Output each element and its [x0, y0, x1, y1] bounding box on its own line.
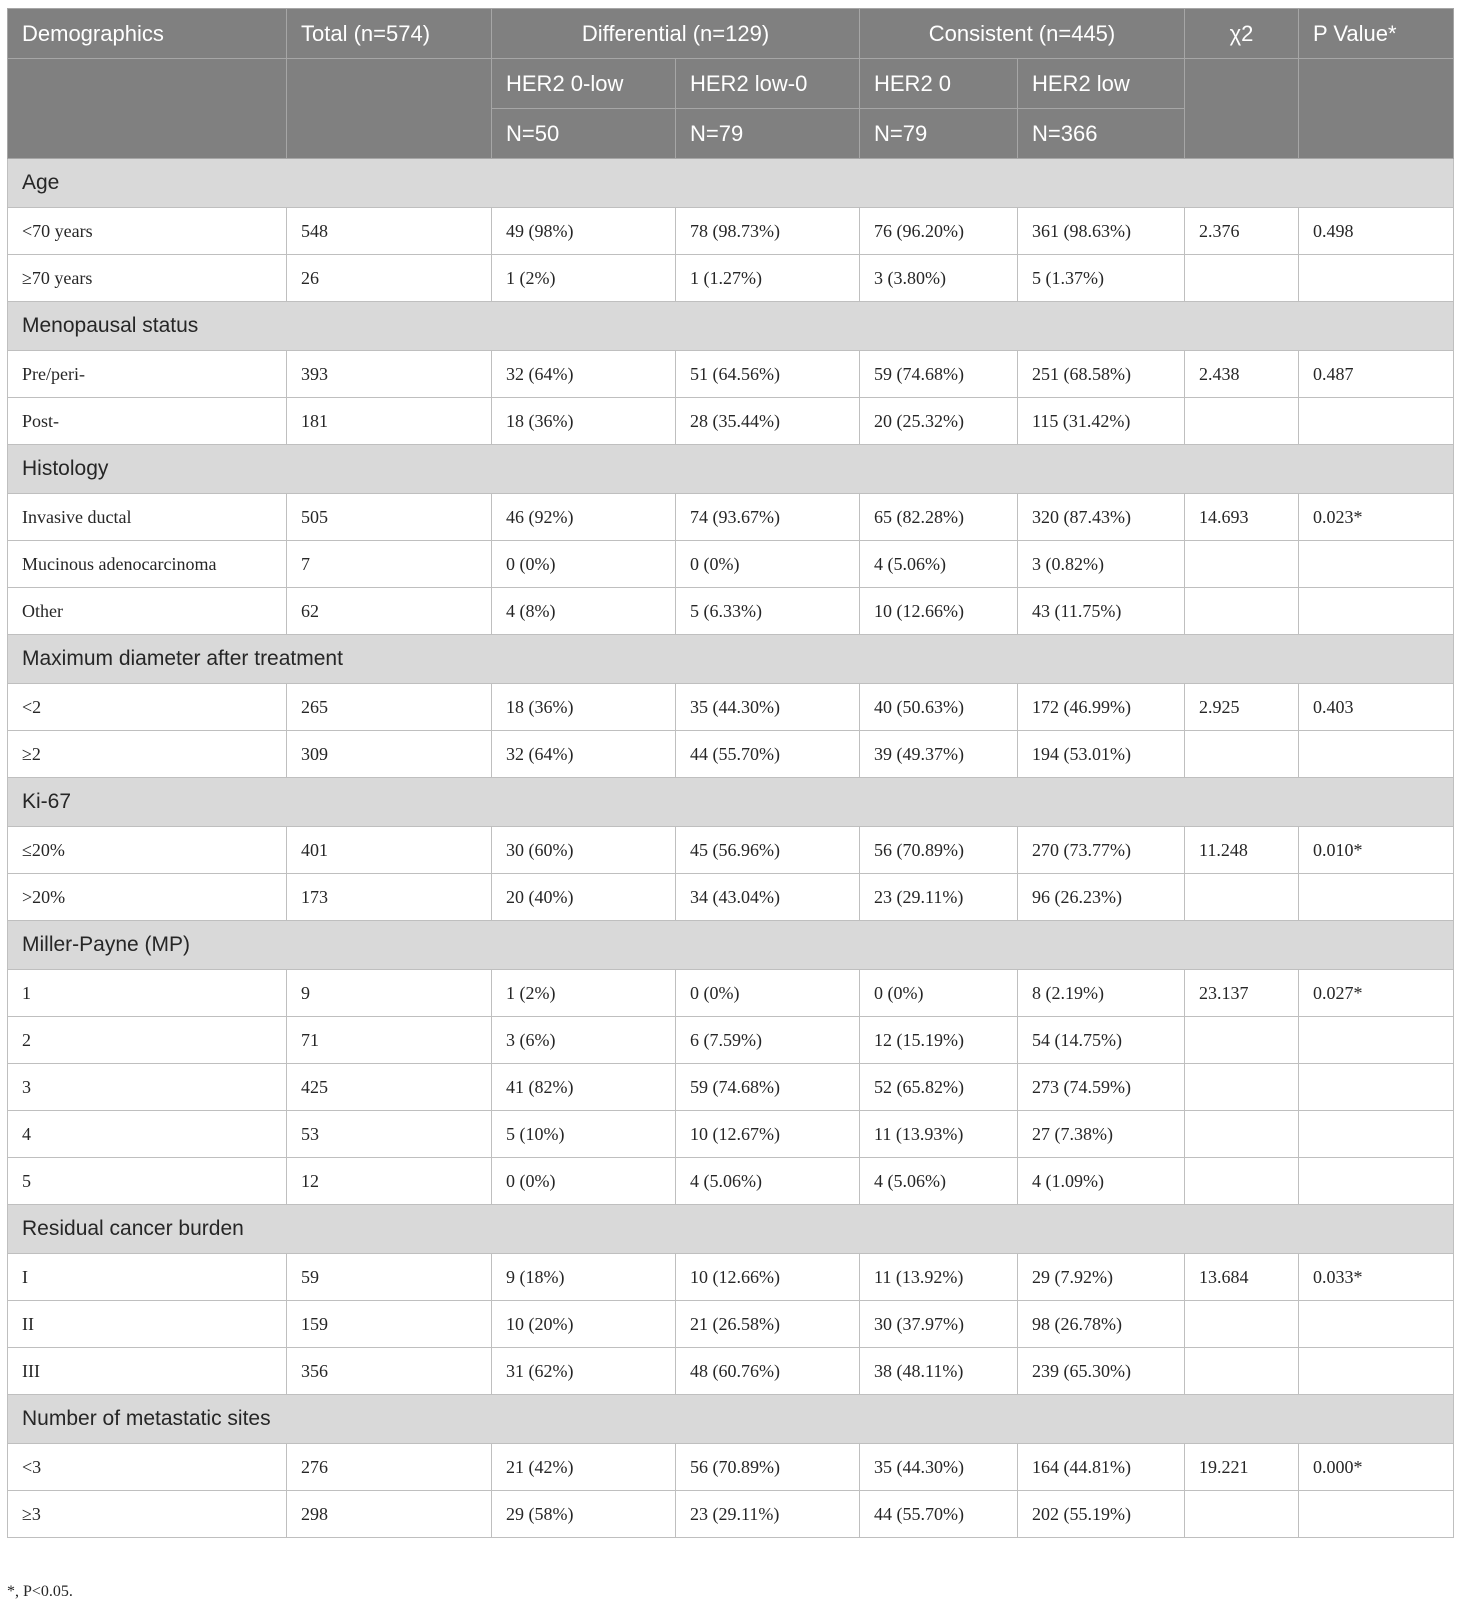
table-cell: 54 (14.75%): [1018, 1017, 1185, 1064]
table-cell: 11 (13.92%): [860, 1254, 1018, 1301]
table-cell: [1185, 1301, 1299, 1348]
table-cell: 173: [287, 874, 492, 921]
table-cell: 2.376: [1185, 208, 1299, 255]
table-cell: 39 (49.37%): [860, 731, 1018, 778]
table-cell: [1185, 541, 1299, 588]
table-cell: 62: [287, 588, 492, 635]
header-sub-n: N=50: [492, 109, 676, 159]
table-cell: 5 (6.33%): [676, 588, 860, 635]
table-body: [8, 159, 1454, 1538]
table-cell: 7: [287, 541, 492, 588]
header-blank: [1299, 59, 1454, 159]
table-cell: [1185, 1064, 1299, 1111]
table-cell: [1185, 255, 1299, 302]
table-row: [8, 398, 1454, 445]
section-row: [8, 159, 1454, 208]
table-row: [8, 494, 1454, 541]
section-title: Residual cancer burden: [8, 1205, 1454, 1254]
table-cell: 4 (8%): [492, 588, 676, 635]
section-row: [8, 302, 1454, 351]
table-cell: [1299, 588, 1454, 635]
table-cell: 20 (40%): [492, 874, 676, 921]
table-cell: 401: [287, 827, 492, 874]
table-cell: [1185, 1111, 1299, 1158]
header-pvalue: P Value*: [1299, 9, 1454, 59]
table-cell: 548: [287, 208, 492, 255]
table-cell: 0.487: [1299, 351, 1454, 398]
table-row: [8, 827, 1454, 874]
table-cell: [1299, 1491, 1454, 1538]
header-sub-n: N=79: [860, 109, 1018, 159]
table-cell: 0.000*: [1299, 1444, 1454, 1491]
table-cell: 159: [287, 1301, 492, 1348]
table-cell: [1299, 1111, 1454, 1158]
table-cell: 0.033*: [1299, 1254, 1454, 1301]
table-cell: 4 (5.06%): [860, 1158, 1018, 1205]
table-row: [8, 1348, 1454, 1395]
table-cell: 194 (53.01%): [1018, 731, 1185, 778]
table-cell: 74 (93.67%): [676, 494, 860, 541]
table-row: [8, 1064, 1454, 1111]
table-row: [8, 351, 1454, 398]
table-cell: 10 (12.66%): [676, 1254, 860, 1301]
header-sub-label: HER2 low-0: [676, 59, 860, 109]
table-cell: 164 (44.81%): [1018, 1444, 1185, 1491]
table-cell: 115 (31.42%): [1018, 398, 1185, 445]
table-cell: 251 (68.58%): [1018, 351, 1185, 398]
table-row: [8, 970, 1454, 1017]
table-row: [8, 588, 1454, 635]
table-cell: 21 (26.58%): [676, 1301, 860, 1348]
table-row: [8, 1301, 1454, 1348]
row-label: Other: [8, 588, 287, 635]
table-cell: 361 (98.63%): [1018, 208, 1185, 255]
table-cell: [1299, 1301, 1454, 1348]
table-cell: 41 (82%): [492, 1064, 676, 1111]
table-cell: 59 (74.68%): [860, 351, 1018, 398]
table-cell: 26: [287, 255, 492, 302]
table-cell: [1299, 1064, 1454, 1111]
table-cell: 29 (58%): [492, 1491, 676, 1538]
table-cell: 181: [287, 398, 492, 445]
header-demographics: Demographics: [8, 9, 287, 59]
table-cell: 5 (1.37%): [1018, 255, 1185, 302]
demographics-table: [7, 8, 1454, 1538]
table-cell: 6 (7.59%): [676, 1017, 860, 1064]
table-cell: 34 (43.04%): [676, 874, 860, 921]
table-cell: 8 (2.19%): [1018, 970, 1185, 1017]
table-cell: 0.027*: [1299, 970, 1454, 1017]
table-cell: 12 (15.19%): [860, 1017, 1018, 1064]
table-cell: 35 (44.30%): [676, 684, 860, 731]
table-cell: 0.498: [1299, 208, 1454, 255]
table-cell: 46 (92%): [492, 494, 676, 541]
header-chi2: χ2: [1185, 9, 1299, 59]
table-cell: [1299, 398, 1454, 445]
table-cell: 56 (70.89%): [676, 1444, 860, 1491]
table-cell: 202 (55.19%): [1018, 1491, 1185, 1538]
table-cell: 239 (65.30%): [1018, 1348, 1185, 1395]
row-label: <3: [8, 1444, 287, 1491]
section-title: Miller-Payne (MP): [8, 921, 1454, 970]
table-row: [8, 208, 1454, 255]
row-label: 1: [8, 970, 287, 1017]
table-cell: 56 (70.89%): [860, 827, 1018, 874]
section-row: [8, 1395, 1454, 1444]
table-cell: 23.137: [1185, 970, 1299, 1017]
section-row: [8, 1205, 1454, 1254]
section-row: [8, 921, 1454, 970]
header-consistent: Consistent (n=445): [860, 9, 1185, 59]
table-cell: 65 (82.28%): [860, 494, 1018, 541]
table-cell: [1185, 1348, 1299, 1395]
row-label: Pre/peri-: [8, 351, 287, 398]
table-cell: 23 (29.11%): [676, 1491, 860, 1538]
row-label: <2: [8, 684, 287, 731]
table-cell: 76 (96.20%): [860, 208, 1018, 255]
table-cell: 10 (20%): [492, 1301, 676, 1348]
table-cell: 309: [287, 731, 492, 778]
table-cell: 0 (0%): [860, 970, 1018, 1017]
section-title: Menopausal status: [8, 302, 1454, 351]
table-cell: [1185, 588, 1299, 635]
table-header: [8, 9, 1454, 159]
table-cell: [1299, 1158, 1454, 1205]
table-cell: 172 (46.99%): [1018, 684, 1185, 731]
table-row: [8, 1444, 1454, 1491]
table-cell: 11 (13.93%): [860, 1111, 1018, 1158]
row-label: <70 years: [8, 208, 287, 255]
table-cell: 0.403: [1299, 684, 1454, 731]
table-cell: 32 (64%): [492, 731, 676, 778]
row-label: 2: [8, 1017, 287, 1064]
table-cell: 43 (11.75%): [1018, 588, 1185, 635]
table-cell: 505: [287, 494, 492, 541]
table-cell: 4 (5.06%): [860, 541, 1018, 588]
table-cell: 45 (56.96%): [676, 827, 860, 874]
table-cell: 38 (48.11%): [860, 1348, 1018, 1395]
header-blank: [8, 59, 287, 159]
table-cell: 3 (6%): [492, 1017, 676, 1064]
table-cell: 0.023*: [1299, 494, 1454, 541]
table-cell: 2.438: [1185, 351, 1299, 398]
header-sub-n: N=366: [1018, 109, 1185, 159]
table-cell: 11.248: [1185, 827, 1299, 874]
table-cell: 298: [287, 1491, 492, 1538]
table-cell: [1299, 874, 1454, 921]
table-cell: 0 (0%): [676, 970, 860, 1017]
table-cell: 0 (0%): [676, 541, 860, 588]
table-cell: 20 (25.32%): [860, 398, 1018, 445]
header-sub-label: HER2 low: [1018, 59, 1185, 109]
row-label: 4: [8, 1111, 287, 1158]
table-row: [8, 1158, 1454, 1205]
table-row: [8, 684, 1454, 731]
table-cell: [1185, 731, 1299, 778]
table-cell: 51 (64.56%): [676, 351, 860, 398]
table-cell: 320 (87.43%): [1018, 494, 1185, 541]
table-cell: 30 (60%): [492, 827, 676, 874]
header-differential: Differential (n=129): [492, 9, 860, 59]
table-row: [8, 731, 1454, 778]
table-cell: 1 (2%): [492, 255, 676, 302]
row-label: I: [8, 1254, 287, 1301]
table-cell: 0 (0%): [492, 1158, 676, 1205]
table-cell: 270 (73.77%): [1018, 827, 1185, 874]
table-cell: 273 (74.59%): [1018, 1064, 1185, 1111]
row-label: Invasive ductal: [8, 494, 287, 541]
table-cell: 21 (42%): [492, 1444, 676, 1491]
table-cell: 18 (36%): [492, 398, 676, 445]
table-cell: 98 (26.78%): [1018, 1301, 1185, 1348]
table-row: [8, 1017, 1454, 1064]
row-label: ≤20%: [8, 827, 287, 874]
table-cell: 356: [287, 1348, 492, 1395]
table-cell: 14.693: [1185, 494, 1299, 541]
table-cell: 32 (64%): [492, 351, 676, 398]
table-cell: 276: [287, 1444, 492, 1491]
row-label: 5: [8, 1158, 287, 1205]
row-label: >20%: [8, 874, 287, 921]
table-cell: 10 (12.66%): [860, 588, 1018, 635]
table-cell: 23 (29.11%): [860, 874, 1018, 921]
table-cell: 28 (35.44%): [676, 398, 860, 445]
footnote: *, P<0.05.: [7, 1583, 73, 1600]
table-cell: 2.925: [1185, 684, 1299, 731]
row-label: 3: [8, 1064, 287, 1111]
table-cell: 393: [287, 351, 492, 398]
section-title: Number of metastatic sites: [8, 1395, 1454, 1444]
table-row: [8, 255, 1454, 302]
table-cell: [1185, 398, 1299, 445]
table-cell: 12: [287, 1158, 492, 1205]
table-cell: 1 (1.27%): [676, 255, 860, 302]
table-cell: 9 (18%): [492, 1254, 676, 1301]
table-row: [8, 1111, 1454, 1158]
table-cell: 5 (10%): [492, 1111, 676, 1158]
section-row: [8, 778, 1454, 827]
table-cell: 4 (5.06%): [676, 1158, 860, 1205]
table-cell: 78 (98.73%): [676, 208, 860, 255]
table-row: [8, 1491, 1454, 1538]
table-cell: [1299, 731, 1454, 778]
table-cell: [1185, 1491, 1299, 1538]
table-cell: 49 (98%): [492, 208, 676, 255]
header-total: Total (n=574): [287, 9, 492, 59]
table-cell: [1299, 1017, 1454, 1064]
table-cell: 96 (26.23%): [1018, 874, 1185, 921]
header-sub-label: HER2 0-low: [492, 59, 676, 109]
table-cell: 3 (3.80%): [860, 255, 1018, 302]
section-title: Age: [8, 159, 1454, 208]
table-cell: 29 (7.92%): [1018, 1254, 1185, 1301]
section-row: [8, 635, 1454, 684]
table-cell: 53: [287, 1111, 492, 1158]
table-cell: 425: [287, 1064, 492, 1111]
header-sub-label: HER2 0: [860, 59, 1018, 109]
table-cell: 18 (36%): [492, 684, 676, 731]
table-cell: 13.684: [1185, 1254, 1299, 1301]
table-cell: [1299, 541, 1454, 588]
row-label: ≥70 years: [8, 255, 287, 302]
table-cell: 0.010*: [1299, 827, 1454, 874]
table-cell: 1 (2%): [492, 970, 676, 1017]
table-row: [8, 874, 1454, 921]
table-cell: 40 (50.63%): [860, 684, 1018, 731]
table-row: [8, 541, 1454, 588]
table-cell: 19.221: [1185, 1444, 1299, 1491]
table-cell: [1185, 874, 1299, 921]
table-cell: 10 (12.67%): [676, 1111, 860, 1158]
table-cell: 30 (37.97%): [860, 1301, 1018, 1348]
table-cell: 27 (7.38%): [1018, 1111, 1185, 1158]
table-cell: 0 (0%): [492, 541, 676, 588]
table-cell: 4 (1.09%): [1018, 1158, 1185, 1205]
header-blank: [1185, 59, 1299, 159]
table-cell: 31 (62%): [492, 1348, 676, 1395]
header-blank: [287, 59, 492, 159]
table-cell: 265: [287, 684, 492, 731]
table-cell: 35 (44.30%): [860, 1444, 1018, 1491]
section-title: Maximum diameter after treatment: [8, 635, 1454, 684]
section-title: Ki-67: [8, 778, 1454, 827]
row-label: II: [8, 1301, 287, 1348]
table-cell: [1299, 255, 1454, 302]
row-label: ≥3: [8, 1491, 287, 1538]
table-cell: 71: [287, 1017, 492, 1064]
table-cell: 44 (55.70%): [860, 1491, 1018, 1538]
section-title: Histology: [8, 445, 1454, 494]
table-cell: 52 (65.82%): [860, 1064, 1018, 1111]
row-label: Post-: [8, 398, 287, 445]
table-cell: [1299, 1348, 1454, 1395]
table-cell: 3 (0.82%): [1018, 541, 1185, 588]
table-cell: 48 (60.76%): [676, 1348, 860, 1395]
table-row: [8, 1254, 1454, 1301]
table-cell: 59: [287, 1254, 492, 1301]
table-cell: 44 (55.70%): [676, 731, 860, 778]
table-cell: [1185, 1158, 1299, 1205]
header-sub-n: N=79: [676, 109, 860, 159]
table-cell: [1185, 1017, 1299, 1064]
table-cell: 59 (74.68%): [676, 1064, 860, 1111]
row-label: Mucinous adenocarcinoma: [8, 541, 287, 588]
table-cell: 9: [287, 970, 492, 1017]
row-label: ≥2: [8, 731, 287, 778]
row-label: III: [8, 1348, 287, 1395]
section-row: [8, 445, 1454, 494]
